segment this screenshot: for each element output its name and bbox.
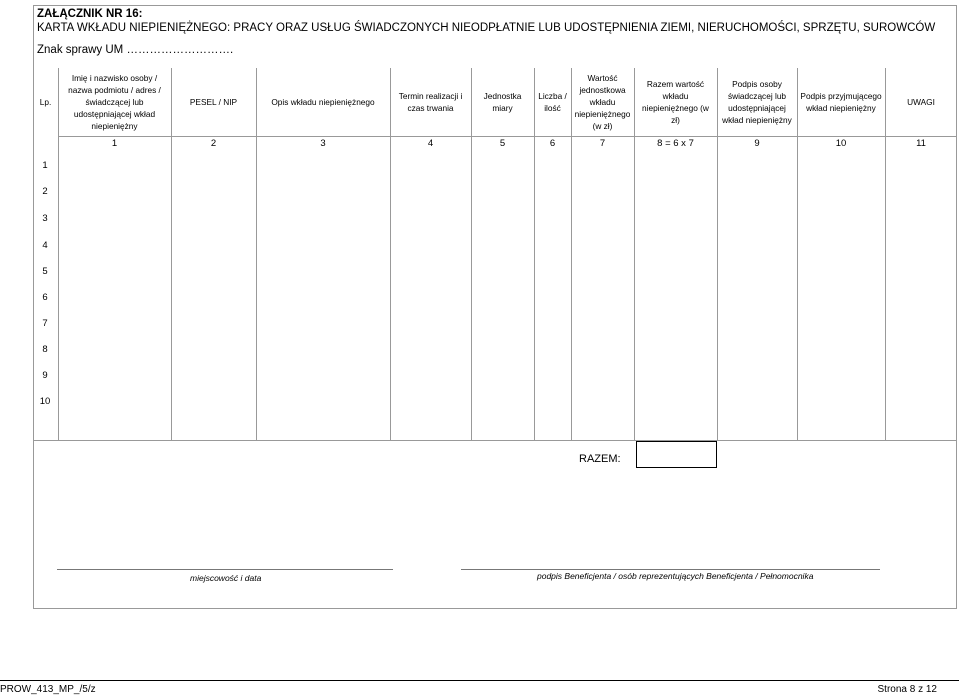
row-number: 7 — [42, 318, 48, 329]
column-number: 9 — [754, 138, 760, 149]
contribution-table — [33, 68, 957, 440]
header-pesel: PESEL / NIP — [189, 97, 238, 107]
column-number: 8 = 6 x 7 — [657, 138, 694, 149]
row-number: 5 — [42, 266, 48, 277]
total-label: RAZEM: — [579, 453, 621, 465]
column-number: 3 — [320, 138, 326, 149]
row-number: 3 — [42, 213, 48, 224]
header-unit-value: Wartość jednostkowa wkładu niepieniężnego (w zł) — [574, 73, 631, 131]
column-number: 10 — [835, 138, 847, 149]
row-number: 9 — [42, 370, 48, 381]
row-number: 4 — [42, 240, 48, 251]
header-term: Termin realizacji i czas trwania — [398, 91, 463, 113]
column-number: 7 — [599, 138, 606, 149]
header-quantity: Liczba / ilość — [538, 91, 567, 113]
beneficiary-signature-line — [461, 569, 880, 570]
row-number: 1 — [42, 160, 48, 171]
row-number: 10 — [39, 396, 51, 407]
header-unit: Jednostka miary — [483, 91, 522, 113]
form-title: KARTA WKŁADU NIEPIENIĘŻNEGO: PRACY ORAZ USŁUG ŚWIADCZONYCH NIEODPŁATNIE LUB UDOSTĘPNIENIA ZIEMI, NIERUCHOMOŚCI, SPRZĘTU, SUROWCÓW — [37, 22, 936, 34]
row-number: 6 — [42, 292, 48, 303]
footer-divider — [0, 680, 959, 681]
column-number: 1 — [111, 138, 118, 149]
column-number: 6 — [549, 138, 556, 149]
place-date-line — [57, 569, 393, 570]
page-number: Strona 8 z 12 — [877, 684, 937, 695]
row-number: 8 — [42, 344, 48, 355]
column-number: 4 — [427, 138, 434, 149]
column-number: 11 — [916, 138, 926, 149]
header-lp: Lp. — [39, 97, 52, 107]
case-number: Znak sprawy UM ………………………. — [37, 44, 234, 56]
beneficiary-signature-caption: podpis Beneficjenta / osób reprezentujących Beneficjenta / Pełnomocnika — [537, 571, 814, 581]
document-code: PROW_413_MP_/5/z — [0, 684, 96, 695]
column-number: 2 — [210, 138, 217, 149]
header-remarks: UWAGI — [907, 97, 935, 107]
header-description: Opis wkładu niepieniężnego — [271, 97, 375, 107]
place-date-caption: miejscowość i data — [190, 573, 262, 583]
attachment-number: ZAŁĄCZNIK NR 16: — [37, 8, 143, 20]
total-value-box[interactable] — [636, 441, 717, 468]
header-name: Imię i nazwisko osoby / nazwa podmiotu / adres / świadczącej lub udostępniającej wkład niepieniężny — [68, 73, 161, 131]
header-recipient-signature: Podpis przyjmującego wkład niepieniężny — [800, 91, 882, 113]
row-number: 2 — [42, 186, 48, 197]
header-provider-signature: Podpis osoby świadczącej lub udostępniającej wkład niepieniężny — [722, 79, 792, 125]
header-total-value: Razem wartość wkładu niepieniężnego (w zł) — [642, 79, 709, 125]
column-number: 5 — [499, 138, 506, 149]
